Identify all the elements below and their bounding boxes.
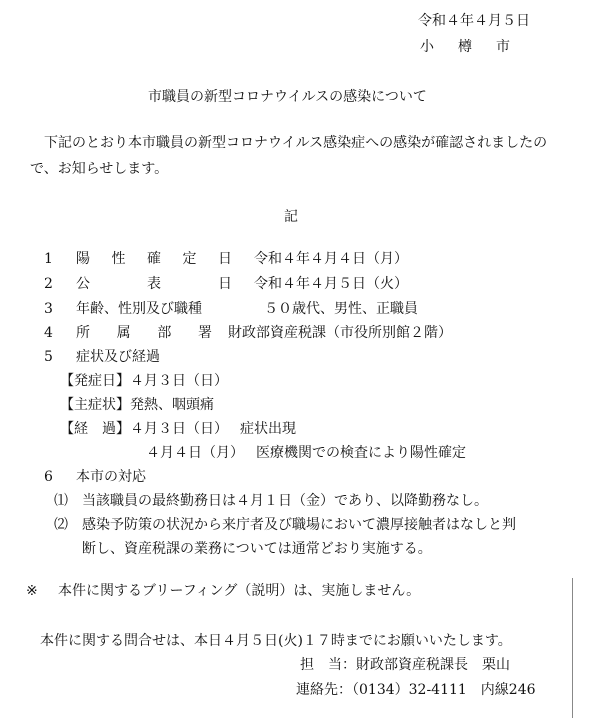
item-label: 公表日 [76,276,232,292]
contact-person [300,656,510,674]
phone-number: （0134）32-4111 内線246 [352,682,536,698]
course-date: ４月３日（日） [130,421,228,437]
item-symptoms-heading [44,348,160,366]
item-number: 3 [44,301,53,317]
point-mark: ⑵ [54,517,68,533]
item-label: 所属部署 [76,325,212,341]
ki-heading: 記 [284,209,298,225]
item-value: 財政部資産税課（市役所別館２階） [228,325,452,341]
symptom-course-2 [146,444,466,462]
item-number: 4 [44,325,53,341]
course-date: ４月４日（月） [146,445,244,461]
document-title: 市職員の新型コロナウイルスの感染について [148,89,427,105]
item-label: 本市の対応 [76,469,146,485]
item-label: 年齢、性別及び職種 [76,301,202,317]
person-name: 財政部資産税課長 栗山 [356,657,510,673]
response-point-2-continued: 断し、資産税課の業務については通常どおり実施する。 [82,541,432,557]
item-label: 陽性確定日 [76,251,232,267]
symptom-onset: 【発症日】４月３日（日） [60,373,228,389]
intro-paragraph: 下記のとおり本市職員の新型コロナウイルス感染症への感染が確認されましたので、お知らせします。 [30,135,548,177]
phone-label: 連絡先： [296,682,352,698]
item-response-heading [44,468,146,486]
item-profile [44,300,418,318]
item-department [44,324,452,342]
symptom-course-1 [60,420,296,438]
point-text: 当該職員の最終勤務日は４月１日（金）であり、以降勤務なし。 [82,493,488,509]
course-text: 医療機関での検査により陽性確定 [256,445,466,461]
item-value: 令和４年４月５日（火） [254,276,408,292]
item-date-confirmed [44,250,408,268]
briefing-note [26,582,420,600]
course-label: 【経 過】 [60,421,130,437]
course-text: 症状出現 [240,421,296,437]
inquiry-text: 本件に関する問合せは、本日４月５日(火)１７時までにお願いいたします。 [40,633,512,649]
response-point-2 [54,516,516,534]
item-number: 2 [44,276,53,292]
item-value: 令和４年４月４日（月） [254,251,408,267]
document-date: 令和４年４月５日 [418,13,530,29]
item-date-announced [44,275,408,293]
symptom-main: 【主症状】発熱、咽頭痛 [60,397,214,413]
note-text: 本件に関するブリーフィング（説明）は、実施しません。 [58,583,421,599]
item-label: 症状及び経過 [76,349,160,365]
item-number: 6 [44,469,53,485]
response-point-1 [54,492,488,510]
item-number: 5 [44,349,53,365]
issuer-name: 小樽市 [420,39,534,55]
point-mark: ⑴ [54,493,68,509]
item-number: 1 [44,251,53,267]
person-label: 担 当： [300,657,356,673]
note-mark: ※ [26,583,38,599]
item-value: ５０歳代、男性、正職員 [264,301,418,317]
margin-line [572,578,573,718]
point-text: 感染予防策の状況から来庁者及び職場において濃厚接触者はなしと判 [82,517,516,533]
contact-phone [296,681,536,699]
